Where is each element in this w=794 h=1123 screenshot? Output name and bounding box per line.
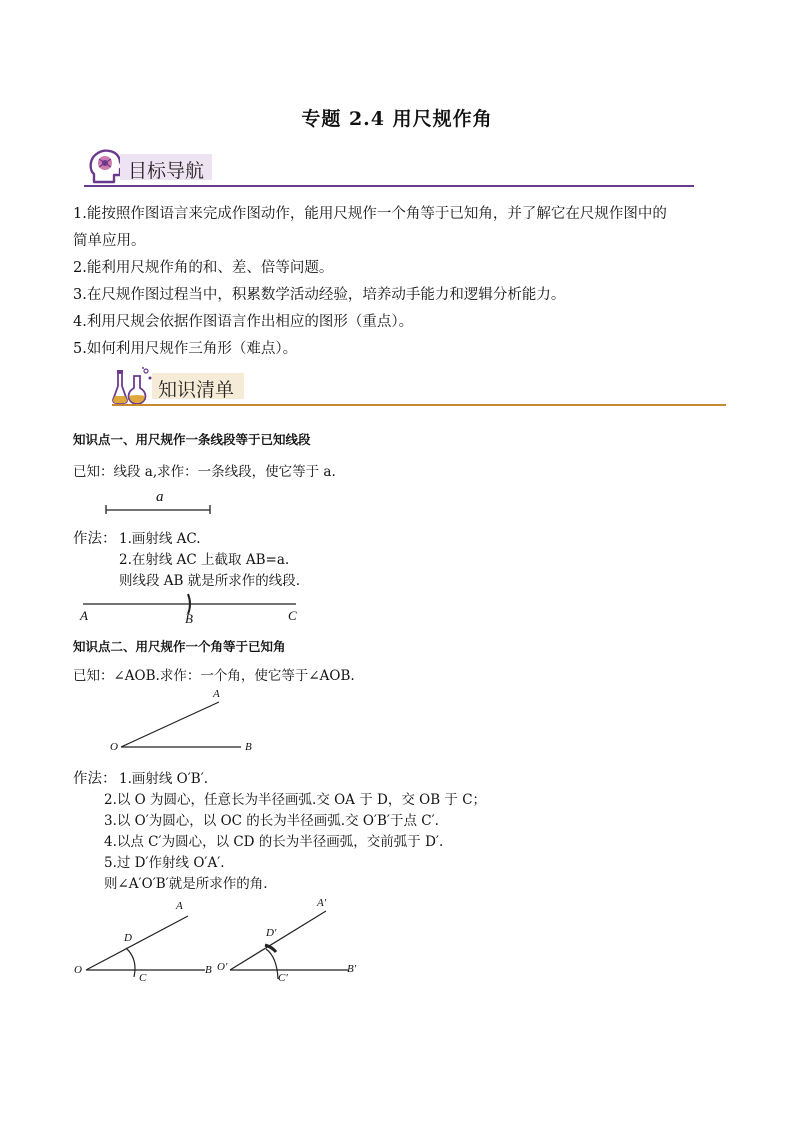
point-label: A	[80, 608, 88, 623]
kp2-heading: 知识点二、用尺规作一个角等于已知角	[73, 639, 286, 654]
kp2-step: 2.以 O 为圆心，任意长为半径画弧.交 OA 于 D，交 OB 于 C；	[104, 792, 487, 808]
kp2-step: 4.以点 C′为圆心，以 CD 的长为半径画弧，交前弧于 D′.	[104, 834, 444, 850]
point-label: A	[176, 900, 183, 912]
point-label: D	[124, 932, 132, 944]
point-label: B	[245, 741, 252, 753]
point-label: O	[110, 741, 118, 753]
banner-title: 知识清单	[158, 379, 235, 401]
kp2-step: 1.画射线 O′B′.	[119, 771, 209, 787]
point-label: A	[213, 688, 220, 700]
objectives-list	[73, 201, 733, 363]
kp2-given: 已知：∠AOB.求作：一个角，使它等于∠AOB.	[73, 668, 355, 684]
point-label: B	[185, 611, 193, 626]
objective-line: 5.如何利用尺规作三角形（难点）。	[73, 341, 298, 357]
point-label: B	[205, 964, 212, 976]
point-label: A′	[317, 897, 327, 909]
objective-line: 3.在尺规作图过程当中，积累数学活动经验，培养动手能力和逻辑分析能力。	[73, 287, 566, 303]
kp2-step: 5.过 D′作射线 O′A′.	[104, 855, 225, 871]
point-label: O′	[217, 961, 228, 973]
kp1-step: 则线段 AB 就是所求作的线段.	[119, 573, 301, 589]
kp2-method-prefix: 作法：	[73, 771, 117, 787]
point-label: C′	[278, 972, 288, 984]
kp2-step: 3.以 O′为圆心，以 OC 的长为半径画弧.交 O′B′于点 C′.	[104, 813, 439, 829]
kp2-step: 则∠A′O′B′就是所求作的角.	[104, 876, 268, 892]
section-banner-knowledge	[112, 366, 726, 408]
kp1-heading: 知识点一、用尺规作一条线段等于已知线段	[73, 432, 311, 447]
kp1-step: 1.画射线 AC.	[119, 531, 201, 547]
point-label: D′	[266, 927, 277, 939]
point-label: C	[139, 972, 147, 984]
angle-aob-figure	[105, 688, 265, 758]
section-banner-goals	[84, 146, 694, 188]
point-label: O	[74, 964, 82, 976]
banner-title: 目标导航	[128, 160, 205, 182]
objective-line: 1.能按照作图语言来完成作图动作，能用尺规作一个角等于已知角，并了解它在尺规作图中的	[73, 206, 667, 222]
point-label: C	[288, 608, 297, 623]
page-title: 专题 2.4 用尺规作角	[301, 108, 493, 130]
angle-construction-figure	[70, 895, 380, 990]
objective-line: 2.能利用尺规作角的和、差、倍等问题。	[73, 260, 334, 276]
kp1-method-prefix: 作法：	[73, 531, 117, 547]
point-label: B′	[347, 963, 357, 975]
segment-a-label: a	[156, 489, 164, 505]
kp1-given: 已知：线段 a,求作：一条线段，使它等于 a.	[73, 464, 336, 480]
segment-abc-figure	[78, 592, 308, 626]
objective-line: 4.利用尺规会依据作图语言作出相应的图形（重点）。	[73, 314, 414, 330]
objective-line: 简单应用。	[73, 233, 146, 249]
flask-icon	[112, 366, 156, 406]
kp1-step: 2.在射线 AC 上截取 AB=a.	[119, 552, 290, 568]
